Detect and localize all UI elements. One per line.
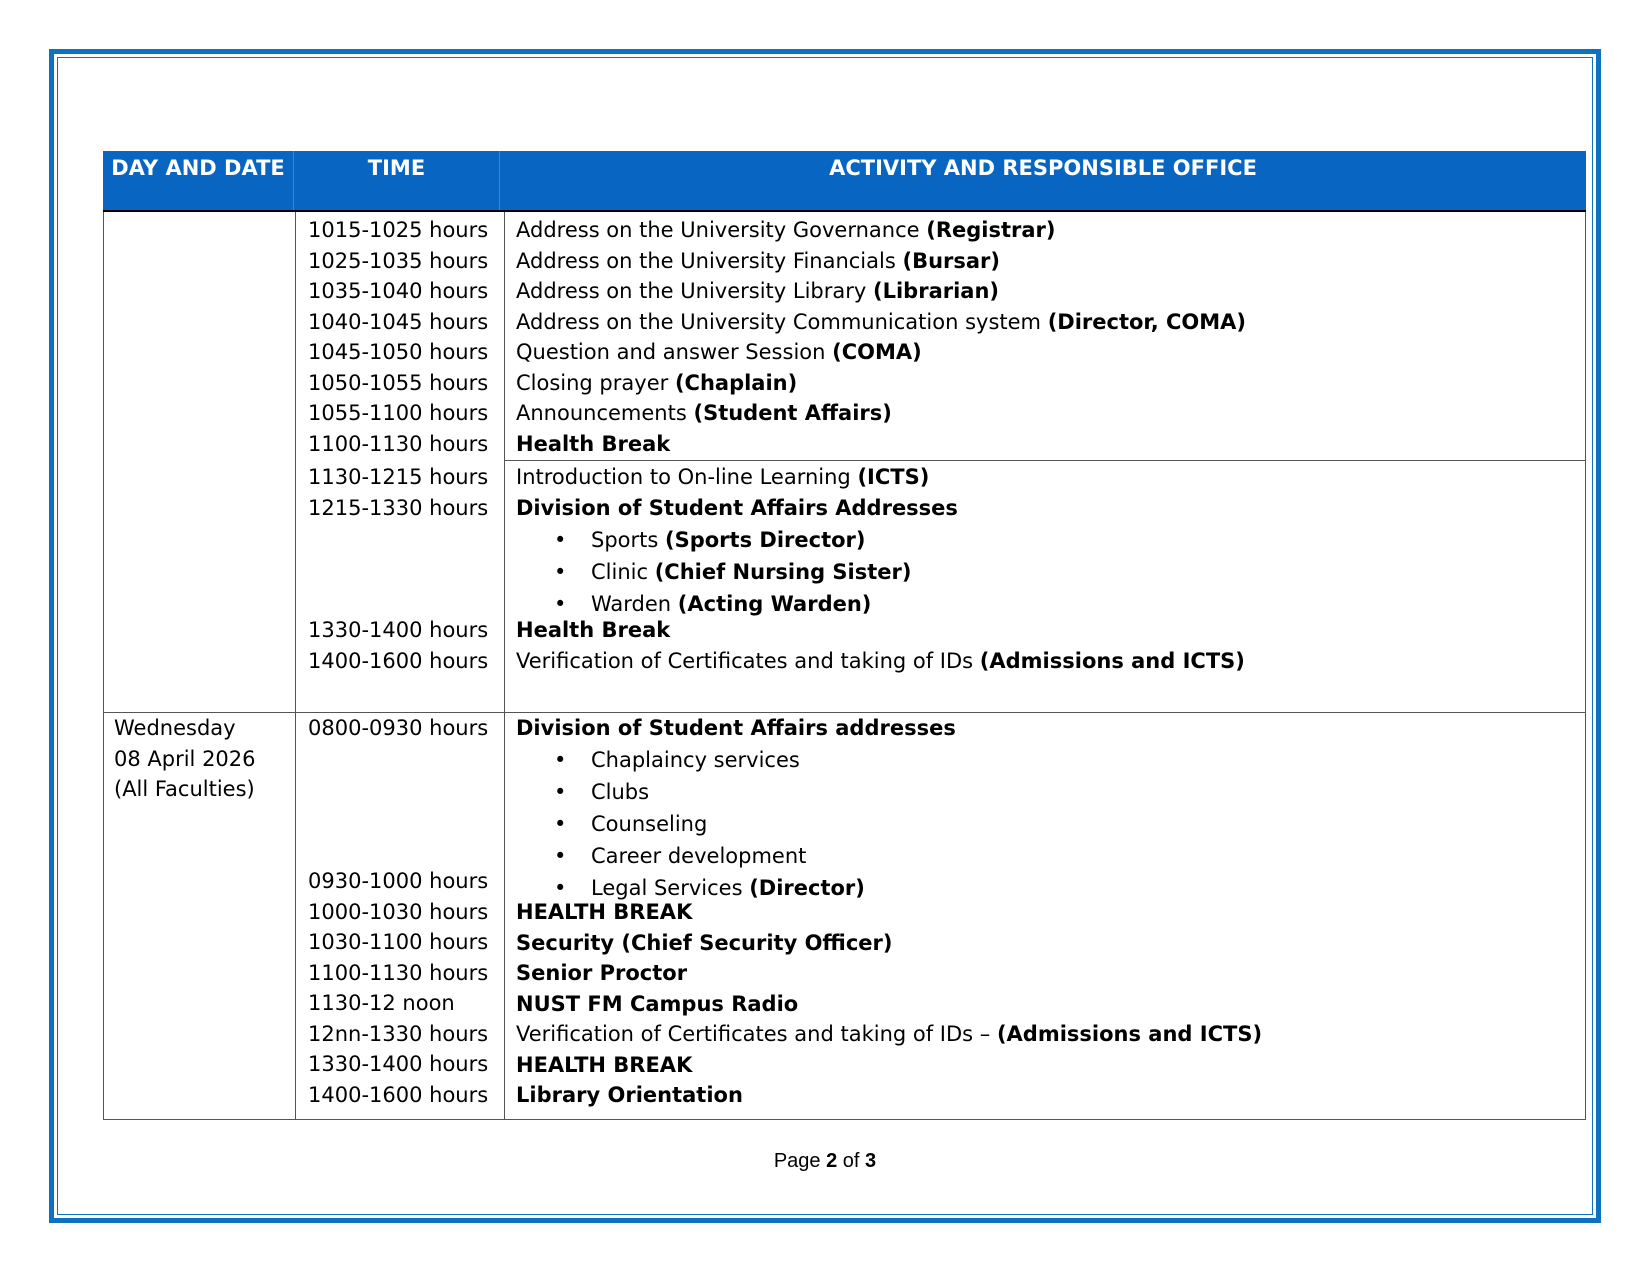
activity-item [516,1050,1262,1081]
page-number [0,1150,1650,1173]
responsible-office: (Admissions and ICTS) [979,648,1245,673]
list-item [516,524,958,556]
bullet-text: Career development [591,843,807,868]
activity-list-block3 [516,713,956,904]
responsible-office: Library Orientation [516,1083,743,1107]
activity-text: Question and answer Session [516,340,833,364]
activity-item [516,429,1246,460]
activity-item [516,646,1245,677]
activity-text: Verification of Certificates and taking of IDs – [516,1022,997,1046]
activity-item [516,398,1246,429]
time-slot: 1400-1600 hours [308,1082,489,1107]
activity-item [516,1080,1262,1111]
bullet-text: Warden [591,592,678,616]
time-list-block1 [308,215,488,459]
responsible-office: (Student Affairs) [693,401,892,425]
responsible-office: (Bursar) [902,248,1001,273]
responsible-office: (COMA) [832,340,922,364]
time-slot: 1330-1400 hours [308,1052,489,1076]
responsible-office: HEALTH BREAK [516,1052,693,1077]
time-slot: 1400-1600 hours [308,648,489,673]
day-and-date-cell [114,713,256,805]
table-border-right [1585,212,1586,1120]
responsible-office: Security (Chief Security Officer) [516,930,893,955]
responsible-office: (Librarian) [873,279,1000,303]
date: 08 April 2026 [114,746,256,771]
activity-item [516,958,1262,989]
table-border-bottom [103,1119,1586,1120]
activity-item [516,928,1262,959]
time-slot: 1330-1400 hours [308,618,489,642]
activity-item [516,462,958,493]
bullet-text: Counseling [591,811,708,836]
responsible-office: NUST FM Campus Radio [516,991,799,1016]
activity-text: Address on the University Communication system [516,309,1048,334]
responsible-office: Health Break [516,431,671,456]
table-header [103,151,1586,212]
time-slot: 1100-1130 hours [308,960,489,985]
responsible-office: (Chief Nursing Sister) [654,560,912,584]
time-slot: 1045-1050 hours [308,340,489,364]
bullet-list [516,744,956,904]
activity-text: Closing prayer [516,370,675,395]
responsible-office: (Sports Director) [665,528,866,552]
list-item [516,556,958,588]
activity-item [516,897,1262,928]
bullet-text: Clubs [591,779,650,804]
division-heading: Division of Student Affairs addresses [516,716,956,740]
page-label: Page [773,1150,827,1172]
total-pages: 3 [865,1150,877,1172]
time-list-block3 [308,866,488,1110]
day-name: Wednesday [114,716,236,740]
row-divider-activity [504,460,1586,461]
activity-item [516,276,1246,307]
time-slot: 1035-1040 hours [308,279,489,303]
activity-list-block2 [516,462,958,620]
time-slot: 1025-1035 hours [308,248,489,273]
list-item [516,840,956,872]
responsible-office: (Director, COMA) [1047,309,1246,334]
column-divider-time-activity [504,212,505,1120]
activity-list-block2-after [516,615,1245,676]
time-slot: 1130-1215 hours [308,465,489,489]
activity-item [516,215,1246,246]
bullet-text: Chaplaincy services [591,747,800,772]
responsible-office: (ICTS) [857,465,930,489]
list-item [516,744,956,776]
activity-item [516,337,1246,368]
time-list-block2-after [308,615,488,676]
time-slot: 1040-1045 hours [308,309,489,334]
activity-text: Address on the University Financials [516,248,903,273]
column-divider-day-time [295,212,296,1120]
activity-text: Introduction to On-line Learning [516,465,858,489]
health-break: Health Break [516,618,671,642]
activity-item [516,989,1262,1020]
activity-text: Address on the University Governance [516,218,927,242]
time-slot: 0930-1000 hours [308,869,489,893]
activity-item [516,307,1246,338]
time-slot: 1050-1055 hours [308,370,489,395]
responsible-office: Senior Proctor [516,961,688,985]
responsible-office: (Chaplain) [674,370,798,395]
header-time: TIME [367,156,426,180]
time-slot: 1100-1130 hours [308,431,489,456]
bullet-list [516,523,958,620]
activity-item [516,246,1246,277]
activity-list-block1 [516,215,1246,459]
time-slot: 12nn-1330 hours [308,1021,489,1046]
division-heading: Division of Student Affairs Addresses [516,495,958,520]
time-slot: 1030-1100 hours [308,930,489,954]
time-slot-first: 0800-0930 hours [308,716,489,740]
time-slot: 1000-1030 hours [308,899,489,924]
activity-text: Address on the University Library [516,279,873,303]
page-of-label: of [837,1150,866,1172]
header-activity: ACTIVITY AND RESPONSIBLE OFFICE [829,156,1257,180]
responsible-office: (Admissions and ICTS) [996,1022,1263,1046]
time-slot: 1130-12 noon [308,991,455,1015]
time-list-block2 [308,462,488,523]
current-page: 2 [826,1150,838,1172]
table-border-left [103,212,104,1120]
activity-item [516,1019,1262,1050]
bullet-text: Clinic [591,560,655,584]
list-item [516,776,956,808]
time-slot: 1215-1330 hours [308,495,489,520]
responsible-office: (Registrar) [926,218,1056,242]
time-slot: 1015-1025 hours [308,218,489,242]
header-day-and-date: DAY AND DATE [111,156,285,180]
responsible-office: HEALTH BREAK [516,900,693,924]
responsible-office: (Director) [749,875,865,900]
activity-item [516,368,1246,399]
responsible-office: (Acting Warden) [677,592,872,616]
activity-list-block3-after [516,897,1262,1111]
faculties: (All Faculties) [114,777,255,801]
activity-text: Announcements [516,401,694,425]
activity-text: Verification of Certificates and taking of IDs [516,648,980,673]
bullet-text: Sports [591,528,665,552]
list-item [516,808,956,840]
time-slot: 1055-1100 hours [308,401,489,425]
bullet-text: Legal Services [591,875,750,900]
